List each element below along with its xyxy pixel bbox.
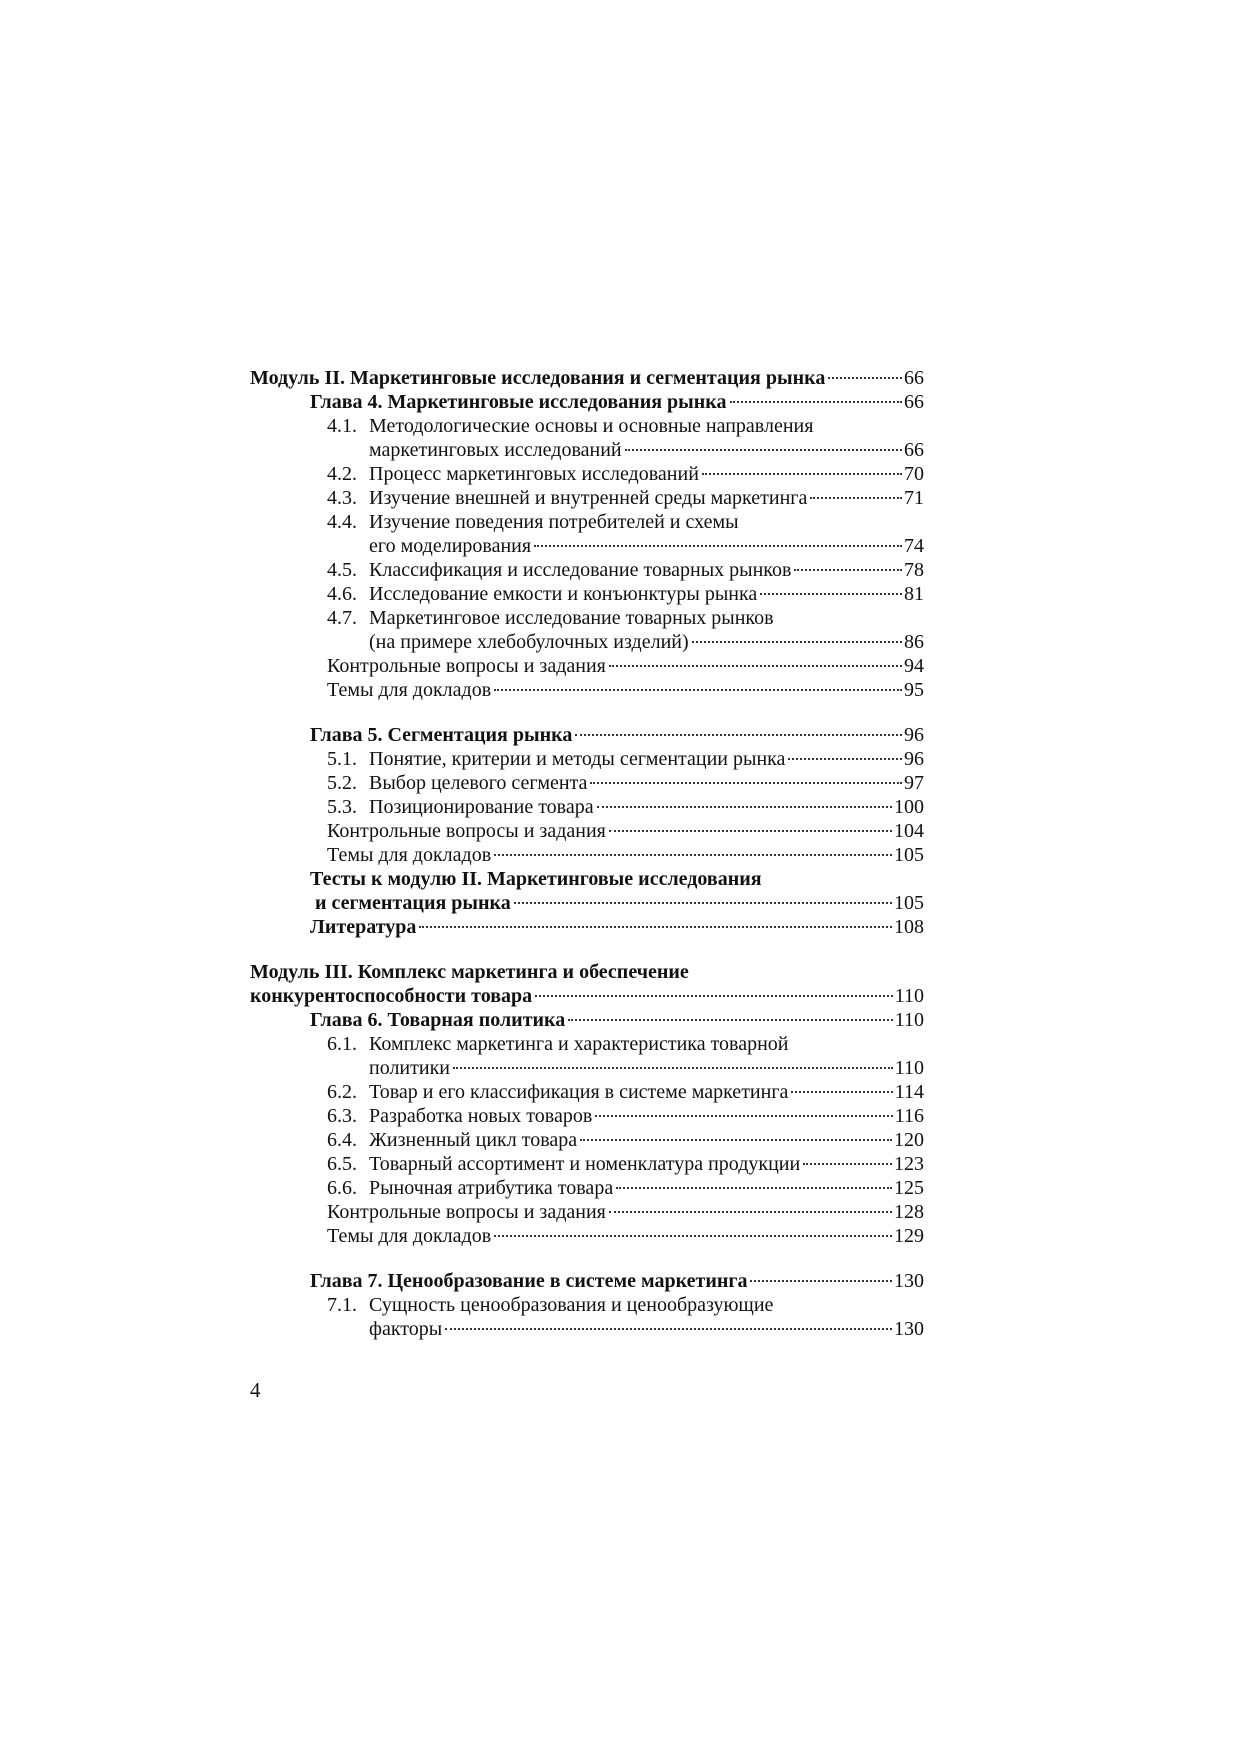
- dot-leader: [616, 1187, 892, 1189]
- entry-title: Понятие, критерии и методы сегментации рынка: [369, 748, 786, 770]
- toc-line: [250, 1128, 924, 1152]
- page-ref: 104: [894, 820, 924, 842]
- page-ref: 100: [894, 796, 924, 818]
- page-ref: 95: [904, 679, 924, 701]
- dot-leader: [828, 377, 902, 379]
- toc-line: [250, 438, 924, 462]
- entry-title: Рыночная атрибутика товара: [369, 1177, 614, 1199]
- section-number: 4.5.: [327, 559, 357, 581]
- page-ref: 66: [904, 439, 924, 461]
- page-ref: 71: [904, 487, 924, 509]
- entry-title: Глава 7. Ценообразование в системе маркетинга: [310, 1270, 748, 1292]
- toc-line: [250, 1293, 924, 1317]
- page-ref: 120: [894, 1129, 924, 1151]
- entry-title: Темы для докладов: [327, 679, 492, 701]
- toc-line: [250, 1104, 924, 1128]
- dot-leader: [794, 569, 902, 571]
- dot-leader: [575, 734, 902, 736]
- toc-entry-section: [250, 582, 924, 606]
- page-ref: 66: [904, 367, 924, 389]
- toc-line: [250, 486, 924, 510]
- toc-line: [250, 534, 924, 558]
- section-number: 5.1.: [327, 748, 357, 770]
- toc-line: [250, 819, 924, 843]
- dot-leader: [788, 758, 902, 760]
- page-ref: 66: [904, 391, 924, 413]
- toc-line: [250, 1200, 924, 1224]
- toc-line: [250, 414, 924, 438]
- dot-leader: [595, 1115, 892, 1117]
- toc-line: [250, 606, 924, 630]
- entry-title: факторы: [369, 1318, 443, 1340]
- entry-title: Сущность ценообразования и ценообразующие: [369, 1294, 774, 1316]
- toc-line: [250, 1269, 924, 1293]
- toc-line: [250, 867, 924, 891]
- entry-title: Модуль II. Маркетинговые исследования и сегментация рынка: [250, 367, 826, 389]
- section-number: 4.1.: [327, 415, 357, 437]
- dot-leader: [791, 1091, 892, 1093]
- entry-title: Контрольные вопросы и задания: [327, 1201, 606, 1223]
- toc-entry-section: [250, 1293, 924, 1341]
- dot-leader: [597, 806, 892, 808]
- toc-entry-extra: [250, 843, 924, 867]
- toc-line: [250, 678, 924, 702]
- toc-line: [250, 630, 924, 654]
- page-ref: 129: [894, 1225, 924, 1247]
- toc-line: [250, 462, 924, 486]
- entry-title: Комплекс маркетинга и характеристика товарной: [369, 1033, 789, 1055]
- toc-line: [250, 771, 924, 795]
- dot-leader: [514, 902, 892, 904]
- page-ref: 123: [894, 1153, 924, 1175]
- entry-title: конкурентоспособности товара: [250, 985, 533, 1007]
- toc-entry-extra: [250, 1200, 924, 1224]
- toc-line: [250, 984, 924, 1008]
- toc-line: [250, 1176, 924, 1200]
- toc-line: [250, 366, 924, 390]
- entry-title: Темы для докладов: [327, 844, 492, 866]
- page-ref: 97: [904, 772, 924, 794]
- toc-line: [250, 915, 924, 939]
- entry-title: Исследование емкости и конъюнктуры рынка: [369, 583, 758, 605]
- toc-entry-tests: [250, 867, 924, 915]
- page-ref: 94: [904, 655, 924, 677]
- toc-line: [250, 843, 924, 867]
- page-ref: 110: [894, 1009, 924, 1031]
- dot-leader: [803, 1163, 892, 1165]
- section-number: 4.6.: [327, 583, 357, 605]
- section-number: 6.1.: [327, 1033, 357, 1055]
- dot-leader: [494, 1235, 892, 1237]
- toc-entry-section: [250, 1128, 924, 1152]
- section-number: 5.2.: [327, 772, 357, 794]
- toc-line: [250, 891, 924, 915]
- page-ref: 78: [904, 559, 924, 581]
- toc-line: [250, 558, 924, 582]
- toc-line: [250, 1056, 924, 1080]
- page-ref: 70: [904, 463, 924, 485]
- dot-leader: [580, 1139, 892, 1141]
- entry-title: Литература: [310, 916, 417, 938]
- section-number: 4.3.: [327, 487, 357, 509]
- toc-entry-module: [250, 366, 924, 390]
- section-number: 5.3.: [327, 796, 357, 818]
- entry-title: Позиционирование товара: [369, 796, 594, 818]
- dot-leader: [494, 854, 892, 856]
- entry-title: Темы для докладов: [327, 1225, 492, 1247]
- page-ref: 125: [894, 1177, 924, 1199]
- section-number: 4.4.: [327, 511, 357, 533]
- page-ref: 81: [904, 583, 924, 605]
- page-ref: 96: [904, 748, 924, 770]
- entry-title: маркетинговых исследований: [369, 439, 622, 461]
- entry-title: Контрольные вопросы и задания: [327, 820, 606, 842]
- entry-title: Процесс маркетинговых исследований: [369, 463, 699, 485]
- section-number: 4.2.: [327, 463, 357, 485]
- entry-title: Товар и его классификация в системе маркетинга: [369, 1081, 789, 1103]
- dot-leader: [535, 995, 893, 997]
- toc-line: [250, 654, 924, 678]
- toc-entry-section: [250, 486, 924, 510]
- section-number: 6.3.: [327, 1105, 357, 1127]
- page-ref: 105: [894, 844, 924, 866]
- toc-line: [250, 1317, 924, 1341]
- page-ref: 86: [904, 631, 924, 653]
- dot-leader: [609, 665, 902, 667]
- dot-leader: [730, 401, 902, 403]
- toc-entry-extra: [250, 654, 924, 678]
- page-ref: 116: [894, 1105, 924, 1127]
- entry-title: политики: [369, 1057, 450, 1079]
- toc-entry-section: [250, 1104, 924, 1128]
- toc-entry-module: [250, 960, 924, 1008]
- entry-title: Маркетинговое исследование товарных рынков: [369, 607, 774, 629]
- toc-entry-section: [250, 795, 924, 819]
- dot-leader: [609, 1211, 892, 1213]
- section-number: 4.7.: [327, 607, 357, 629]
- entry-title: Глава 5. Сегментация рынка: [310, 724, 573, 746]
- entry-title: Контрольные вопросы и задания: [327, 655, 606, 677]
- entry-title: Тесты к модулю II. Маркетинговые исследования: [310, 868, 762, 890]
- entry-title: и сегментация рынка: [315, 892, 511, 914]
- dot-leader: [750, 1280, 892, 1282]
- entry-title: Изучение поведения потребителей и схемы: [369, 511, 739, 533]
- toc-entry-chapter: [250, 1269, 924, 1293]
- toc-line: [250, 1080, 924, 1104]
- dot-leader: [534, 545, 902, 547]
- section-number: 6.2.: [327, 1081, 357, 1103]
- page-ref: 128: [894, 1201, 924, 1223]
- page-ref: 114: [894, 1081, 924, 1103]
- section-number: 6.5.: [327, 1153, 357, 1175]
- toc-entry-extra: [250, 678, 924, 702]
- toc-entry-extra: [250, 819, 924, 843]
- toc-entry-section: [250, 1032, 924, 1080]
- toc-entry-section: [250, 1080, 924, 1104]
- entry-title: Жизненный цикл товара: [369, 1129, 578, 1151]
- entry-title: Товарный ассортимент и номенклатура продукции: [369, 1153, 801, 1175]
- toc-line: [250, 1008, 924, 1032]
- toc-line: [250, 582, 924, 606]
- toc-line: [250, 390, 924, 414]
- page-ref: 108: [894, 916, 924, 938]
- toc-line: [250, 1224, 924, 1248]
- section-number: 6.6.: [327, 1177, 357, 1199]
- section-number: 6.4.: [327, 1129, 357, 1151]
- entry-title: Методологические основы и основные направления: [369, 415, 814, 437]
- table-of-contents: [250, 366, 924, 1341]
- dot-leader: [810, 497, 902, 499]
- entry-title: Модуль III. Комплекс маркетинга и обеспечение: [250, 961, 689, 983]
- page-ref: 130: [894, 1270, 924, 1292]
- entry-title: его моделирования: [369, 535, 532, 557]
- entry-title: (на примере хлебобулочных изделий): [369, 631, 689, 653]
- dot-leader: [453, 1067, 893, 1069]
- entry-title: Глава 6. Товарная политика: [310, 1009, 566, 1031]
- section-number: 7.1.: [327, 1294, 357, 1316]
- page-ref: 110: [894, 1057, 924, 1079]
- toc-line: [250, 723, 924, 747]
- dot-leader: [419, 926, 892, 928]
- toc-line: [250, 1032, 924, 1056]
- entry-title: Глава 4. Маркетинговые исследования рынка: [310, 391, 727, 413]
- toc-entry-chapter: [250, 915, 924, 939]
- page-ref: 74: [904, 535, 924, 557]
- toc-entry-section: [250, 747, 924, 771]
- dot-leader: [445, 1328, 892, 1330]
- page-number: 4: [250, 1378, 261, 1402]
- dot-leader: [692, 641, 902, 643]
- toc-entry-section: [250, 771, 924, 795]
- toc-entry-section: [250, 606, 924, 654]
- dot-leader: [590, 782, 902, 784]
- dot-leader: [494, 689, 902, 691]
- entry-title: Разработка новых товаров: [369, 1105, 593, 1127]
- entry-title: Выбор целевого сегмента: [369, 772, 588, 794]
- entry-title: Изучение внешней и внутренней среды маркетинга: [369, 487, 808, 509]
- toc-entry-chapter: [250, 390, 924, 414]
- toc-entry-section: [250, 1176, 924, 1200]
- dot-leader: [609, 830, 892, 832]
- page-ref: 130: [894, 1318, 924, 1340]
- toc-line: [250, 1152, 924, 1176]
- dot-leader: [568, 1019, 892, 1021]
- toc-line: [250, 795, 924, 819]
- page-ref: 105: [894, 892, 924, 914]
- toc-line: [250, 747, 924, 771]
- toc-entry-section: [250, 1152, 924, 1176]
- page-ref: 96: [904, 724, 924, 746]
- dot-leader: [625, 449, 902, 451]
- toc-entry-section: [250, 414, 924, 462]
- dot-leader: [760, 593, 902, 595]
- page-ref: 110: [894, 985, 924, 1007]
- entry-title: Классификация и исследование товарных рынков: [369, 559, 792, 581]
- toc-entry-section: [250, 558, 924, 582]
- toc-line: [250, 510, 924, 534]
- toc-line: [250, 960, 924, 984]
- toc-entry-chapter: [250, 1008, 924, 1032]
- toc-entry-section: [250, 462, 924, 486]
- toc-entry-section: [250, 510, 924, 558]
- toc-entry-chapter: [250, 723, 924, 747]
- dot-leader: [702, 473, 902, 475]
- toc-entry-extra: [250, 1224, 924, 1248]
